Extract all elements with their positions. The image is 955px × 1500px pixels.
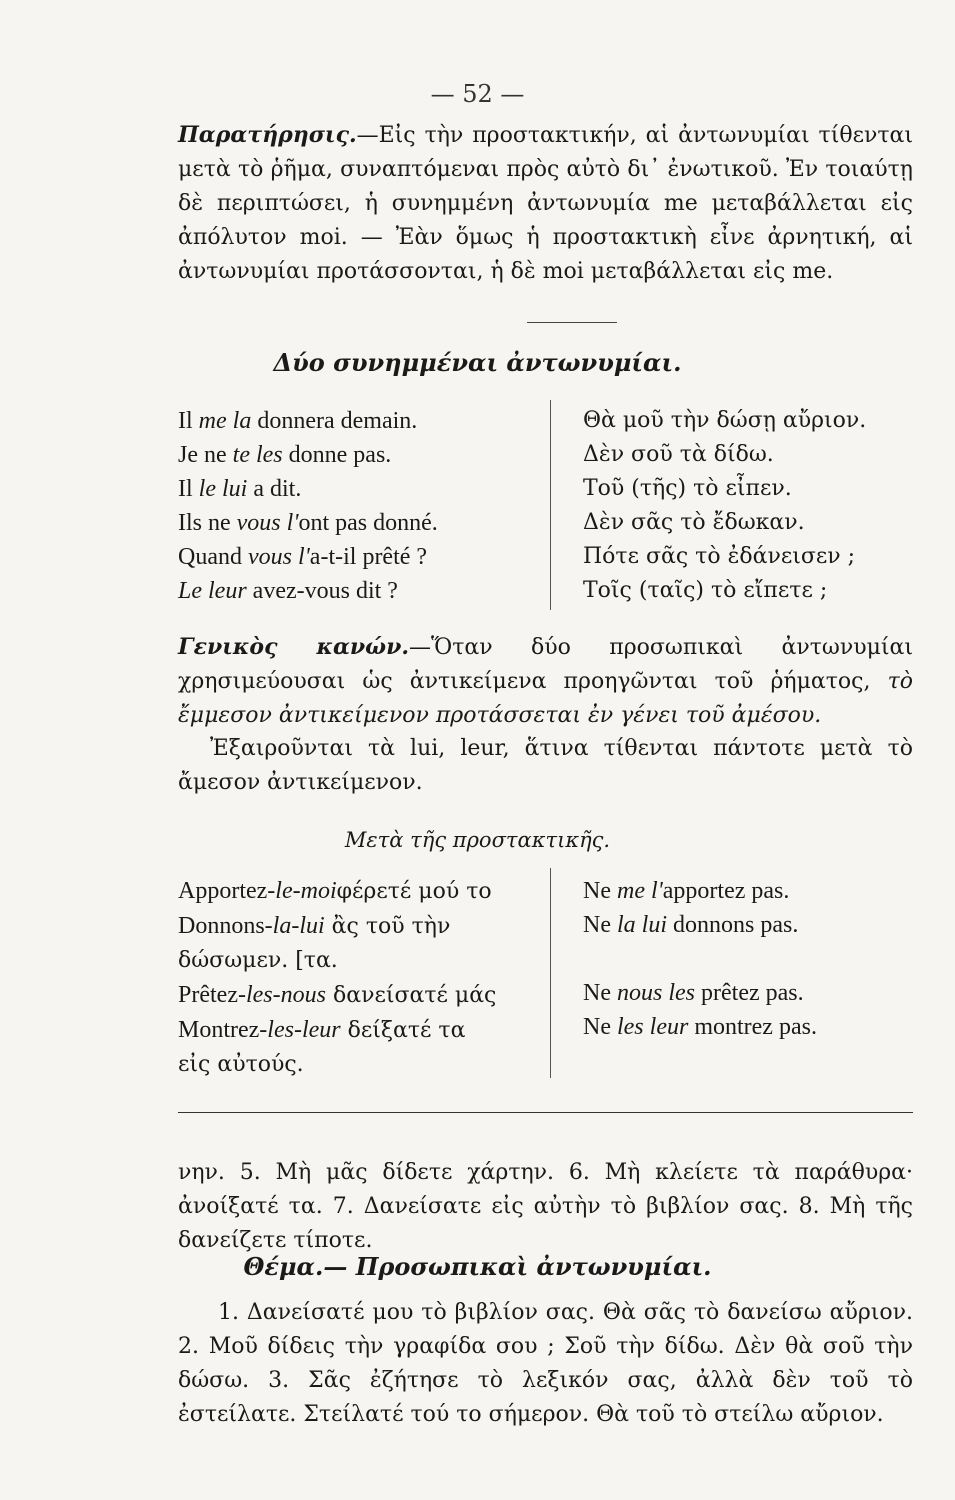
pronoun-2: l': [297, 544, 310, 570]
french-sentence: Il le lui a dit.: [178, 476, 302, 502]
greek-sentence: Τοῖς (ταῖς) τὸ εἴπετε ;: [583, 578, 828, 603]
pronoun-2: les: [255, 442, 283, 468]
pronoun-1: le: [198, 476, 216, 502]
imperative-negative: [583, 942, 913, 976]
pronoun-2: lui: [222, 476, 248, 502]
french-pronouns: [275, 878, 336, 904]
section-title: Δύο συνημμέναι ἀντωνυμίαι.: [273, 348, 682, 377]
rule-text-italic: τὸ ἔμμεσον ἀντικείμενον προτάσσεται ἐν γένει τοῦ ἀμέσου.: [178, 669, 913, 728]
greek-translation: φέρετέ μού το: [336, 879, 492, 904]
french-verb: Prêtez-: [178, 982, 246, 1008]
footnote-divider: [178, 1112, 913, 1113]
french-sentence: Le leur avez-vous dit ?: [178, 578, 398, 604]
imperative-affirmative: [178, 909, 538, 944]
imperative-title: Μετὰ τῆς προστακτικῆς.: [344, 828, 611, 852]
french-pronouns: [273, 913, 325, 939]
page-number: — 52 —: [430, 80, 525, 108]
rule-label: Γενικὸς κανών.: [178, 634, 410, 660]
pronoun-2: l': [286, 510, 299, 536]
pronoun-1: les: [616, 1014, 644, 1040]
french-sentence: Il me la donnera demain.: [178, 408, 418, 434]
french-sentence: Je ne te les donne pas.: [178, 442, 392, 468]
greek-sentence: Θὰ μοῦ τὴν δώσῃ αὔριον.: [583, 408, 867, 433]
theme-text: 1. Δανείσατέ μου τὸ βιβλίον σας. Θὰ σᾶς τὸ δανείσω αὔριον. 2. Μοῦ δίδεις τὴν γραφίδα σου ; Σοῦ τὴν δίδω. Δὲν θὰ σοῦ τὴν δώσω. 3. Σᾶς ἐζήτησε τὸ λεξικόν σας, ἀλλὰ δὲν τοῦ τὸ ἐστείλατε. Στείλατέ τού το σήμερον. Θὰ τοῦ τὸ στείλω αὔριον.: [178, 1300, 913, 1427]
french-verb: Montrez-: [178, 1017, 268, 1043]
imperative-left-column: [178, 874, 538, 1082]
pronoun-1: vous: [236, 510, 281, 536]
remark-text: —Εἰς τὴν προστακτικήν, αἱ ἀντωνυμίαι τίθενται μετὰ τὸ ῥῆμα, συναπτόμεναι πρὸς αὐτὸ δι᾿ ἐνωτικοῦ. Ἐν τοιαύτῃ δὲ περιπτώσει, ἡ συνημμένη ἀντωνυμία me μεταβάλλεται εἰς ἀπόλυτον moi. — Ἐὰν ὅμως ἡ προστακτικὴ εἶνε ἀρνητική, αἱ ἀντωνυμίαι προτάσσονται, ἡ δὲ moi μεταβάλλεται εἰς me.: [178, 123, 913, 284]
french-sentence: Quand vous l'a-t-il prêté ?: [178, 544, 428, 570]
pronoun-1: me: [616, 878, 645, 904]
remark-paragraph: [178, 118, 913, 289]
pronoun-2: lui: [641, 912, 667, 938]
pronoun-2: la: [232, 408, 252, 434]
greek-sentence: Δὲν σοῦ τὰ δίδω.: [583, 442, 774, 467]
greek-translation: ἂς τοῦ τὴν: [324, 914, 451, 939]
greek-sentence: Πότε σᾶς τὸ ἐδάνεισεν ;: [583, 544, 856, 569]
column-divider: [550, 868, 551, 1078]
remark-label: Παρατήρησις.: [178, 122, 357, 148]
imperative-right-column: [583, 874, 913, 1044]
pairs-greek-column: [583, 404, 913, 608]
rule-exception: Ἐξαιροῦνται τὰ lui, leur, ἅτινα τίθενται πάντοτε μετὰ τὸ ἄμεσον ἀντικείμενον.: [178, 736, 913, 795]
divider: [527, 322, 617, 323]
pronoun-1: te: [232, 442, 250, 468]
french-verb: Donnons-: [178, 913, 273, 939]
imperative-affirmative: [178, 1048, 538, 1082]
greek-sentence: Δὲν σᾶς τὸ ἔδωκαν.: [583, 510, 805, 535]
french-pronouns: [246, 982, 326, 1008]
pronoun-1: nous: [616, 980, 663, 1006]
pronoun: la-lui: [272, 913, 325, 939]
pronoun: le-moi: [275, 878, 337, 904]
imperative-affirmative: [178, 1013, 538, 1048]
pronoun-2: leur: [649, 1014, 689, 1040]
greek-sentence: Τοῦ (τῆς) τὸ εἶπεν.: [583, 476, 792, 501]
french-sentence: Ils ne vous l'ont pas donné.: [178, 510, 438, 536]
column-divider: [550, 400, 551, 610]
pronoun-2: leur: [208, 578, 247, 604]
imperative-affirmative: [178, 978, 538, 1013]
pronoun-2: l': [650, 878, 663, 904]
imperative-negative: Ne la lui donnons pas.: [583, 912, 799, 938]
imperative-negative: Ne me l'apportez pas.: [583, 878, 790, 904]
french-verb: Apportez-: [178, 878, 276, 904]
imperative-negative: Ne les leur montrez pas.: [583, 1014, 817, 1040]
pairs-french-column: [178, 404, 538, 608]
greek-translation: δανείσατέ μάς: [325, 983, 497, 1008]
greek-translation: εἰς αὐτούς.: [178, 1052, 304, 1077]
pronoun-1: vous: [247, 544, 292, 570]
pronoun: les-nous: [245, 982, 326, 1008]
imperative-negative: Ne nous les prêtez pas.: [583, 980, 804, 1006]
rule-text: —Ὅταν δύο προσωπικαὶ ἀντωνυμίαι χρησιμεύουσαι ὡς ἀντικείμενα προηγῶνται τοῦ ῥήματος,: [178, 635, 913, 694]
theme-title: Θέμα.— Προσωπικαὶ ἀντωνυμίαι.: [243, 1252, 712, 1281]
greek-translation: δείξατέ τα: [340, 1018, 466, 1043]
imperative-affirmative: [178, 944, 538, 978]
rule-paragraph: [178, 630, 913, 733]
pronoun: les-leur: [267, 1017, 341, 1043]
french-pronouns: [267, 1017, 340, 1043]
exercise-continuation: νην. 5. Μὴ μᾶς δίδετε χάρτην. 6. Μὴ κλείετε τὰ παράθυρα· ἀνοίξατέ τα. 7. Δανείσατε εἰς αὐτὴν τὸ βιβλίον σας. 8. Μὴ τῆς δανείζετε τίποτε.: [178, 1160, 913, 1253]
pronoun-1: la: [616, 912, 636, 938]
pronoun-1: Le: [178, 578, 202, 604]
pronoun-1: me: [198, 408, 227, 434]
greek-translation: δώσωμεν. [τα.: [178, 948, 338, 973]
imperative-affirmative: [178, 874, 538, 909]
pronoun-2: les: [668, 980, 695, 1006]
